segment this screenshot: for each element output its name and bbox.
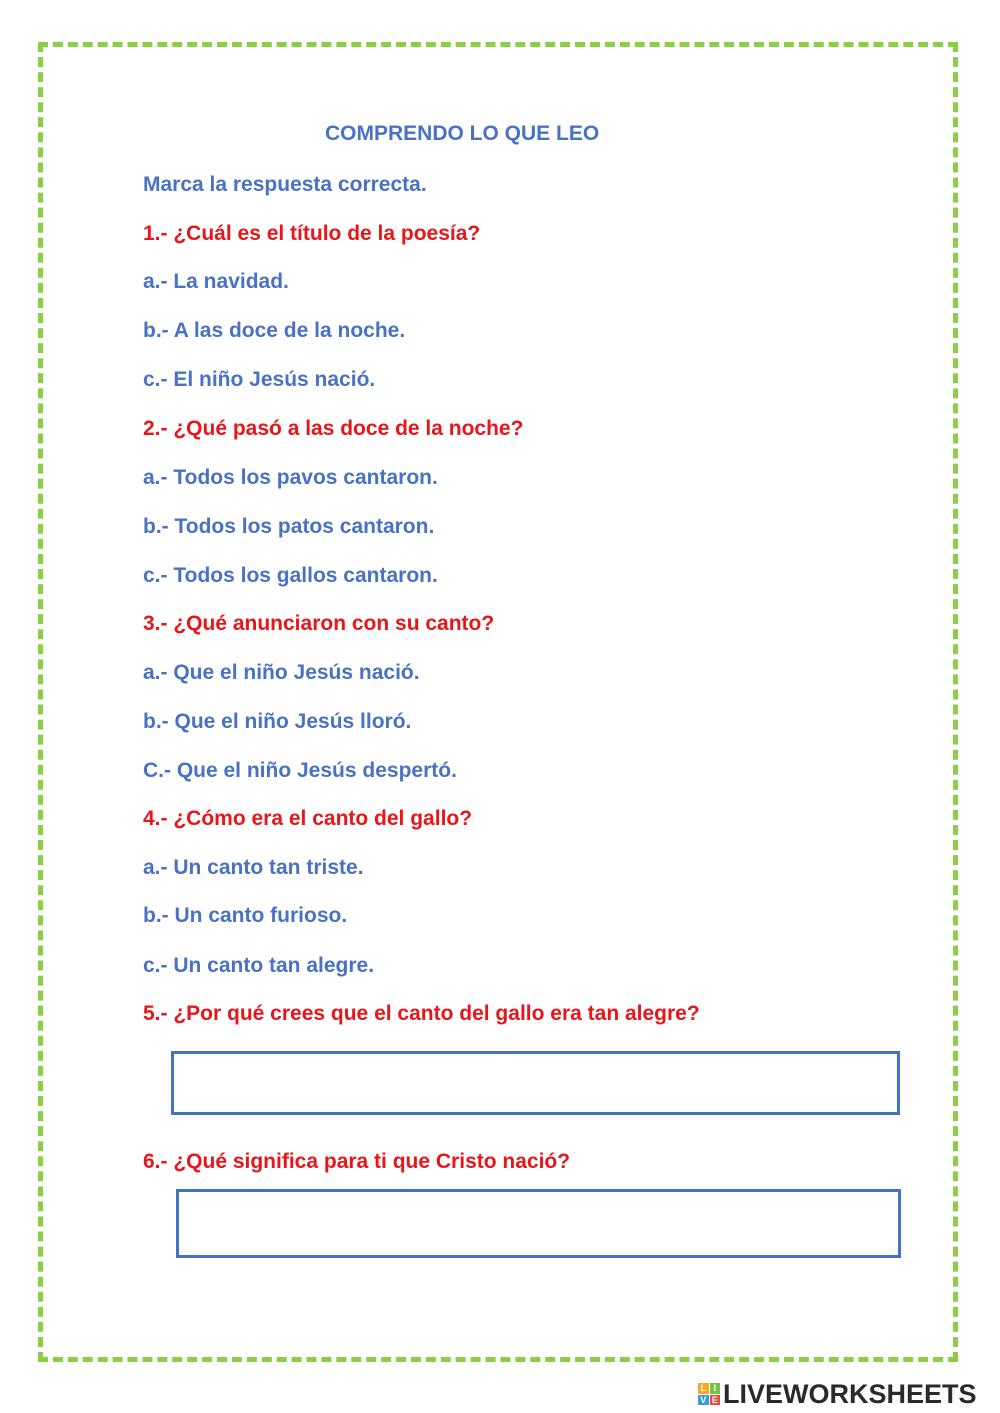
q4-option-c[interactable]: c.- Un canto tan alegre. — [143, 954, 375, 977]
q4-option-b[interactable]: b.- Un canto furioso. — [143, 904, 348, 927]
q2-option-c[interactable]: c.- Todos los gallos cantaron. — [143, 564, 438, 587]
question-6: 6.- ¿Qué significa para ti que Cristo nació? — [143, 1150, 571, 1173]
answer-box-6[interactable] — [176, 1189, 901, 1258]
q2-option-a[interactable]: a.- Todos los pavos cantaron. — [143, 466, 438, 489]
logo-letter-i: I — [710, 1383, 721, 1394]
q1-option-a[interactable]: a.- La navidad. — [143, 270, 289, 293]
question-2: 2.- ¿Qué pasó a las doce de la noche? — [143, 417, 524, 440]
question-4: 4.- ¿Cómo era el canto del gallo? — [143, 807, 473, 830]
logo-mark-icon — [698, 1383, 720, 1405]
logo-text: LIVEWORKSHEETS — [723, 1378, 977, 1409]
q4-option-a[interactable]: a.- Un canto tan triste. — [143, 856, 364, 879]
question-5: 5.- ¿Por qué crees que el canto del gallo era tan alegre? — [143, 1002, 700, 1025]
answer-box-5[interactable] — [171, 1051, 900, 1115]
logo-letter-v: V — [698, 1395, 709, 1406]
q3-option-b[interactable]: b.- Que el niño Jesús lloró. — [143, 710, 412, 733]
q3-option-c[interactable]: C.- Que el niño Jesús despertó. — [143, 759, 457, 782]
q1-option-b[interactable]: b.- A las doce de la noche. — [143, 319, 406, 342]
q1-option-c[interactable]: c.- El niño Jesús nació. — [143, 368, 376, 391]
question-1: 1.- ¿Cuál es el título de la poesía? — [143, 222, 481, 245]
q3-option-a[interactable]: a.- Que el niño Jesús nació. — [143, 661, 420, 684]
worksheet-title: COMPRENDO LO QUE LEO — [325, 122, 600, 145]
instruction: Marca la respuesta correcta. — [143, 173, 427, 196]
liveworksheets-logo — [698, 1378, 977, 1410]
logo-letter-e: E — [710, 1395, 721, 1406]
question-3: 3.- ¿Qué anunciaron con su canto? — [143, 612, 495, 635]
logo-letter-l: L — [698, 1383, 709, 1394]
q2-option-b[interactable]: b.- Todos los patos cantaron. — [143, 515, 435, 538]
